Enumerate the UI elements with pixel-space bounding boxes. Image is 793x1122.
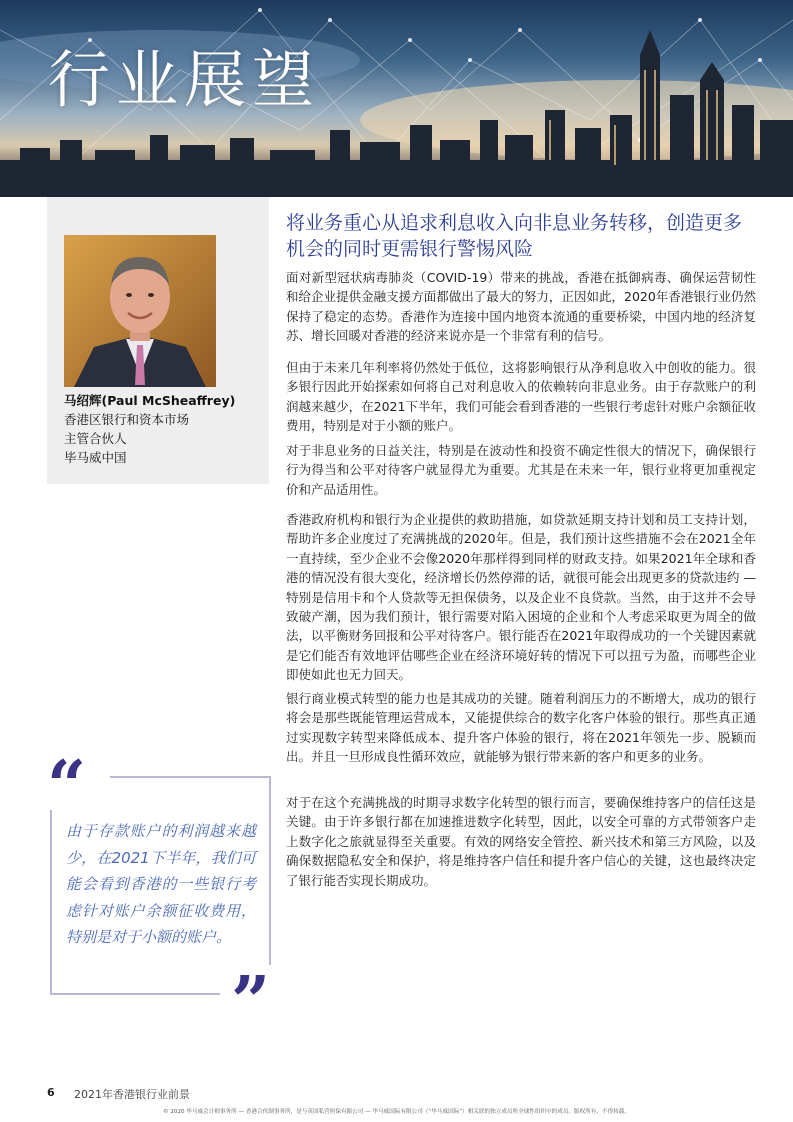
profile-name: 马绍辉(Paul McSheaffrey) [64, 393, 236, 408]
publication-title: 2021年香港银行业前景 [74, 1088, 190, 1101]
article-paragraph-2: 但由于未来几年利率将仍然处于低位，这将影响银行从净利息收入中创收的能力。很多银行因此开始探索如何将自己对利息收入的依赖转向非息业务。由于存款账户的利润越来越少，在2021下半年，我们可能会看到香港的一些银行考虑针对账户余额征收费用，特别是对于小额的账户。 [286, 360, 756, 434]
hero-banner [0, 0, 793, 197]
article-paragraph-6: 对于在这个充满挑战的时期寻求数字化转型的银行而言，要确保维持客户的信任这是关键。由于许多银行都在加速推进数字化转型，因此，以安全可靠的方式带领客户走上数字化之旅就显得至关重要。有效的网络安全管控、新兴技术和第三方风险，以及确保数据隐私安全和保护，将是维持客户信任和提升客户信心的关键，这也最终决定了银行能否实现长期成功。 [286, 795, 756, 888]
pull-quote: 由于存款账户的利润越来越少，在2021下半年，我们可能会看到香港的一些银行考虑针对账户余额征收费用，特别是对于小额的账户。 [66, 822, 256, 946]
article-paragraph-3: 对于非息业务的日益关注，特别是在波动性和投资不确定性很大的情况下，确保银行行为得当和公平对待客户就显得尤为重要。尤其是在未来一年，银行业将更加重视定价和产品适用性。 [286, 443, 756, 497]
profile-photo [64, 235, 216, 387]
profile-company: 毕马威中国 [64, 450, 127, 465]
close-quote-icon: ” [231, 962, 263, 1042]
article-headline: 将业务重心从追求利息收入向非息业务转移，创造更多机会的同时更需银行警惕风险 [286, 212, 743, 260]
copyright-notice: © 2020 毕马威会计师事务所 — 香港合伙制事务所，是与英国私营担保有限公司 — 毕马威国际有限公司（“毕马威国际”）相关联的独立成员所全球性组织中的成员。版权所有，不得转载。 [162, 1109, 630, 1115]
article-paragraph-5: 银行商业模式转型的能力也是其成功的关键。随着利润压力的不断增大，成功的银行将会是那些既能管理运营成本，又能提供综合的数字化客户体验的银行。那些真正通过实现数字转型来降低成本、提升客户体验的银行，将在2021年领先一步、脱颖而出。并且一旦形成良性循环效应，就能够为银行带来新的客户和更多的业务。 [286, 691, 756, 765]
page-title: 行业展望 [48, 43, 321, 116]
avatar [64, 235, 216, 387]
profile-role: 香港区银行和资本市场 [64, 412, 190, 427]
article-paragraph-4: 香港政府机构和银行为企业提供的救助措施，如贷款延期支持计划和员工支持计划，帮助许多企业度过了充满挑战的2020年。但是，我们预计这些措施不会在2021全年一直持续，至少企业不会像2020年那样得到同样的财政支持。如果2021年全球和香港的情况没有很大变化，经济增长仍然停滞的话，就很可能会出现更多的贷款违约 — 特别是信用卡和个人贷款等无担保债务，以及企业不良贷款。当然，由于这并不会导致破产潮，因为我们预计，银行需要对陷入困境的企业和个人考虑采取更为周全的做法，以平衡财务回报和公平对待客户。银行能否在2021年取得成功的一个关键因素就是它们能否有效地评估哪些企业在经济环境好转的情况下可以扭亏为盈，而哪些企业即使如此也无力回天。 [286, 512, 756, 683]
profile-position: 主管合伙人 [64, 431, 127, 446]
page-number: 6 [47, 1086, 55, 1099]
open-quote-icon: “ [47, 746, 79, 826]
article-paragraph-1: 面对新型冠状病毒肺炎（COVID-19）带来的挑战，香港在抵御病毒、确保运营韧性和给企业提供金融支援方面都做出了最大的努力，正因如此，2020年香港银行业仍然保持了稳定的态势。香港作为连接中国内地资本流通的重要桥梁，中国内地的经济复苏、增长回暖对香港的经济来说亦是一个非常有利的信号。 [286, 270, 756, 344]
